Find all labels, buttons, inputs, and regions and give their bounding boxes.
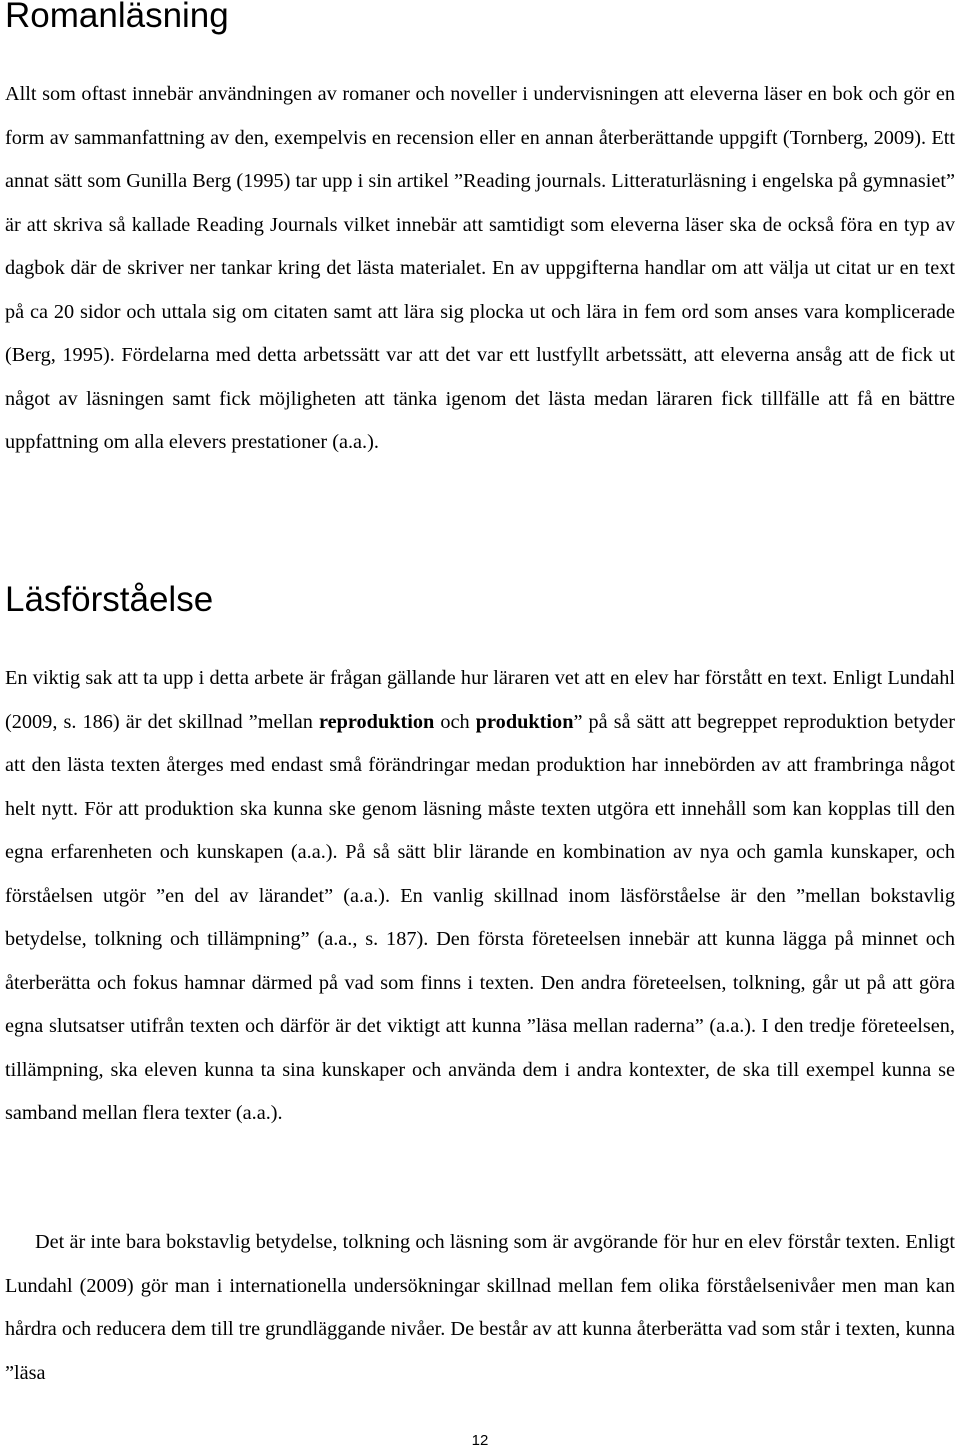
bold-term-reproduktion: reproduktion: [318, 710, 435, 733]
bold-term-produktion: produktion: [475, 710, 574, 733]
text-segment: En viktig sak att ta upp i detta arbete är frågan gällande hur läraren vet att en elev har förstått en text. Enligt Lundahl (2009, s. 186) är det skillnad ”mellan: [5, 667, 955, 733]
text-segment: och: [434, 710, 476, 733]
paragraph-lasforstaelse-1: [5, 657, 955, 1136]
text-segment: Allt som oftast innebär användningen av romaner och noveller i undervisningen att eleverna läser en bok och gör en form av sammanfattning av den, exempelvis en recension eller en annan återberättande uppgift (Tornberg, 2009). Ett annat sätt som Gunilla Berg (1995) tar upp i sin artikel ”Reading journals. Litteraturläsning i engelska på gymnasiet” är att skriva så kallade Reading Journals vilket innebär att samtidigt som eleverna läser ska de också föra en typ av dagbok där de skriver ner tankar kring det lästa materialet. En av uppgifterna handlar om att välja ut citat ur en text på ca 20 sidor och uttala sig om citaten samt att lära sig plocka ut och lära in fem ord som anses vara komplicerade (Berg, 1995). Fördelarna med detta arbetssätt var att det var ett lustfyllt arbetssätt, att eleverna ansåg att de fick ut något av läsningen samt fick möjligheten att tänka igenom det lästa medan läraren fick tillfälle att få en bättre uppfattning om alla elevers prestationer (a.a.).: [5, 83, 955, 453]
page-number: 12: [471, 1432, 489, 1449]
text-segment: ” på så sätt att begreppet reproduktion betyder att den lästa texten återges med endast små förändringar medan produktion har innebörden av att frambringa något helt nytt. För att produktion ska kunna ske genom läsning måste texten utgöra ett innehåll som kan kopplas till den egna erfarenheten och kunskapen (a.a.). På så sätt blir lärande en kombination av nya och gamla kunskaper, och förståelsen utgör ”en del av lärandet” (a.a.). En vanlig skillnad inom läsförståelse är den ”mellan bokstavlig betydelse, tolkning och tillämpning” (a.a., s. 187). Den första företeelsen innebär att kunna lägga på minnet och återberätta och fokus hamnar därmed på vad som finns i texten. Den andra företeelsen, tolkning, går ut på att göra egna slutsatser utifrån texten och därför är det viktigt att kunna ”läsa mellan raderna” (a.a.). I den tredje företeelsen, tillämpning, ska eleven kunna ta sina kunskaper och använda dem i andra kontexter, de ska till exempel kunna se samband mellan flera texter (a.a.).: [5, 710, 955, 1124]
text-segment: Det är inte bara bokstavlig betydelse, tolkning och läsning som är avgörande för hur en elev förstår texten. Enligt Lundahl (2009) gör man i internationella undersökningar skillnad mellan fem olika förståelsenivåer men man kan hårdra och reducera dem till tre grundläggande nivåer. De består av att kunna återberätta vad som står i texten, kunna ”läsa: [5, 1231, 956, 1384]
section-heading-lasforstaelse: Läsförståelse: [5, 580, 214, 619]
section-heading-romanlasning: Romanläsning: [5, 0, 229, 35]
paragraph-romanlasning: [5, 73, 955, 465]
paragraph-lasforstaelse-2: [5, 1221, 955, 1395]
